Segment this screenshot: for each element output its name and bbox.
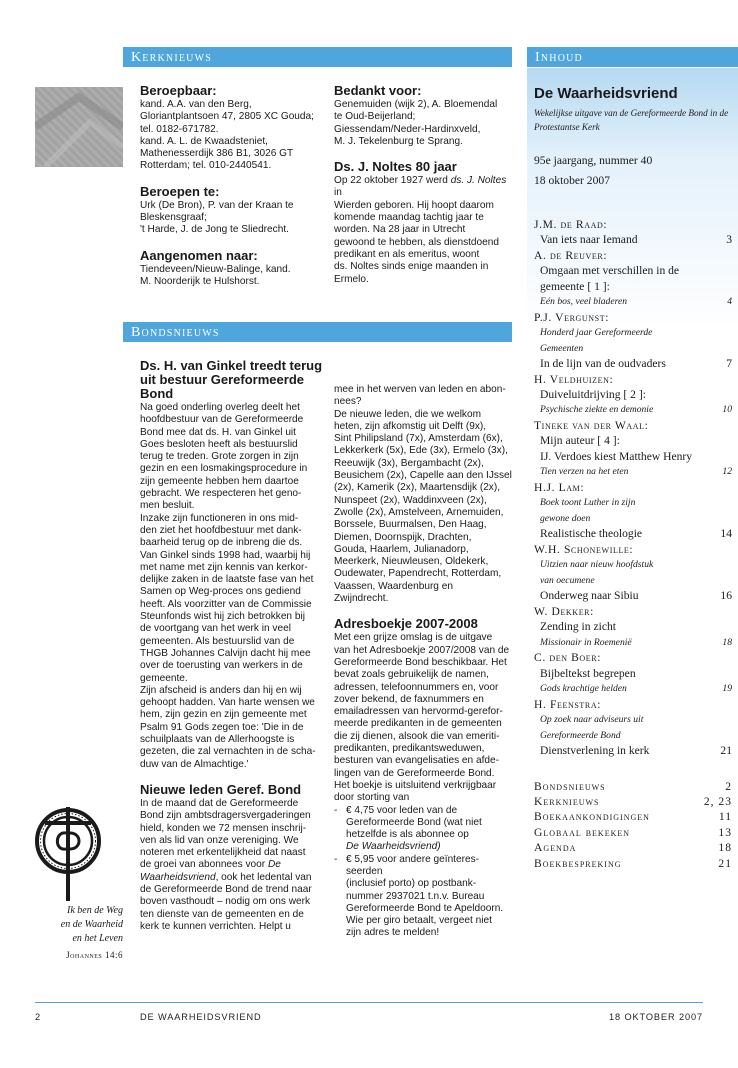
beroepen-heading: Beroepen te: [140, 183, 220, 199]
table-of-contents [534, 217, 732, 871]
ginkel-line: THGB Johannes Calvijn dacht hij mee [140, 647, 311, 659]
toc-article-text: In de lijn van de oudvaders [540, 357, 666, 371]
toc-page-number: 4 [727, 296, 732, 308]
noltes-line: Wierden geboren. Hij hoopt daarom [334, 199, 494, 211]
toc-author [534, 310, 732, 325]
toc-article-text: Zending in zicht [540, 620, 616, 634]
toc-subtitle-text: Op zoek naar adviseurs uit [540, 714, 644, 726]
leden-magazine: De [267, 859, 281, 871]
leden-cont-line: Vaassen, Waardenburg en [334, 580, 453, 592]
beroepbaar-line: kand. A. L. de Kwaadsteniet, [140, 135, 268, 147]
adres-line: door storting van [334, 792, 410, 804]
ginkel-line: men besluit. [140, 500, 195, 512]
toc-subtitle [534, 681, 732, 697]
ginkel-line: de voortgang van het werk in veel [140, 623, 291, 635]
toc-subtitle-text: Eén bos, veel bladeren [540, 296, 628, 308]
toc-subtitle [534, 557, 732, 573]
bedankt-line: Genemuiden (wijk 2), A. Bloemendal [334, 99, 498, 110]
gereformeerde-bond-logo [35, 805, 101, 904]
noltes-line: Ermelo. [334, 273, 369, 285]
leden-cont-line: mee in het werven van leden en abon- [334, 384, 506, 395]
toc-author-text: W.H. Schonewille: [534, 542, 634, 556]
kerknieuws-column-1 [140, 84, 325, 288]
noltes-text: in [334, 187, 342, 199]
quote-reference: Johannes 14:6 [66, 950, 123, 960]
toc-subtitle-text: Psychische ziekte en demonie [540, 404, 654, 416]
toc-article [534, 263, 732, 278]
leden-line: hield, konden we 72 mensen inschrij- [140, 822, 307, 834]
section-title-kerknieuws: Kerknieuws [131, 50, 212, 65]
section-bar-inhoud [527, 47, 738, 67]
leden-cont-line: Beusichem (2x), Capelle aan den IJssel [334, 470, 512, 482]
leden-cont-line: Nunspeet (2x), Waddinxveen (2x), [334, 494, 487, 506]
portrait-photo [35, 87, 123, 167]
leden-cont-line: Sint Philipsland (7x), Amsterdam (6x), [334, 433, 503, 445]
toc-subtitle [534, 495, 732, 511]
noltes-line: gewoond te hebben, als dienstdoend [334, 236, 499, 248]
toc-page-number: 10 [722, 404, 732, 416]
toc-page-number: 7 [726, 357, 732, 371]
ginkel-line: gemeente. [140, 672, 188, 684]
ginkel-line: heeft. Als voorzitter van de Commissie [140, 598, 312, 610]
magazine-title: De Waarheidsvriend [534, 85, 678, 102]
toc-author-text: P.J. Vergunst: [534, 310, 610, 324]
leden-magazine: Waarheidsvriend [140, 871, 216, 883]
toc-article [534, 433, 732, 448]
toc-subtitle [534, 511, 732, 527]
quote-line: Ik ben de Weg [67, 905, 123, 916]
toc-page-number: 18 [722, 636, 732, 648]
ginkel-line: den ziet het hoofdbestuur met dank- [140, 524, 302, 536]
ginkel-body [140, 402, 325, 771]
toc-author [534, 697, 732, 712]
toc-subtitle [534, 402, 732, 418]
toc-author [534, 372, 732, 387]
bondsnieuws-column-2 [334, 384, 516, 940]
bullet-line: Gereformeerde Bond te Apeldoorn. [346, 902, 504, 914]
toc-author [534, 418, 732, 433]
beroepen-line: Urk (De Bron), P. van der Kraan te [140, 199, 294, 211]
toc-page-number: 12 [722, 466, 732, 478]
adresboekje-heading: Adresboekje 2007-2008 [334, 616, 478, 632]
toc-subtitle-text: Honderd jaar Gereformeerde [540, 327, 653, 339]
noltes-name: ds. J. Noltes [450, 175, 507, 187]
toc-page-number: 2 [725, 779, 732, 793]
aangenomen-heading: Aangenomen naar: [140, 247, 258, 263]
leden-line: de Gereformeerde Bond de trend naar [140, 883, 312, 895]
adres-line: besturen van evangelisaties en afde- [334, 755, 499, 767]
toc-article [534, 232, 732, 247]
adres-line: bevat zoals gebruikelijk de namen, [334, 669, 489, 681]
toc-subtitle-text: Gemeenten [540, 342, 584, 354]
toc-section [534, 825, 732, 840]
toc-article-text: Bijbeltekst begrepen [540, 666, 636, 680]
ginkel-line: Bond mee dat ds. H. van Ginkel uit [140, 426, 296, 438]
toc-subtitle [534, 573, 732, 589]
toc-article-text: IJ. Verdoes kiest Matthew Henry [540, 449, 693, 463]
toc-section [534, 840, 732, 855]
ginkel-line: gemeenten. Als bestuurslid van de [140, 635, 295, 647]
toc-subtitle [534, 712, 732, 728]
toc-subtitle-text: Tien verzen na het eten [540, 466, 629, 478]
toc-article [534, 356, 732, 371]
toc-author [534, 650, 732, 665]
inhoud-sidebar [527, 68, 738, 908]
edition-volume: 95e jaargang, nummer 40 [534, 154, 653, 167]
ginkel-line: baarheid terug op de inbreng die ds. [140, 537, 303, 549]
bullet-line: nummer 2937021 t.n.v. Bureau [346, 890, 485, 902]
noltes-line: worden. Na 28 jaar in Utrecht [334, 224, 466, 236]
noltes-line: komende maandag tachtig jaar te [334, 212, 484, 224]
footer-magazine: DE WAARHEIDSVRIEND [140, 1012, 262, 1022]
toc-author [534, 480, 732, 495]
toc-subtitle-text: Gereformeerde Bond [540, 729, 621, 741]
adres-line: Gereformeerde Bond beschikbaar. Het [334, 656, 507, 668]
leden-cont-line: heten, zijn afkomstig uit Delft (9x), [334, 420, 487, 432]
toc-subtitle [534, 635, 732, 651]
toc-article-text: Realistische theologie [540, 527, 643, 541]
toc-page-number: 16 [720, 589, 732, 603]
toc-article [534, 588, 732, 603]
bedankt-line: te Oud-Beijerland; [334, 111, 416, 123]
toc-section-text: Boekaankondigingen [534, 810, 650, 824]
bullet-line: Wie per giro betaalt, vergeet niet [346, 915, 492, 927]
ginkel-line: gezin en een losmakingsprocedure in [140, 463, 308, 475]
toc-article [534, 279, 732, 294]
adres-line: meerde predikanten in de gemeenten [334, 718, 502, 730]
leden-cont-line: Diemen, Doornspijk, Drachten, [334, 531, 472, 543]
aangenomen-line: M. Noorderijk te Hulshorst. [140, 275, 260, 287]
leden-line [140, 859, 325, 871]
toc-article [534, 387, 732, 402]
toc-page-number: 21 [720, 744, 732, 758]
bondsnieuws-column-1 [140, 359, 325, 933]
toc-subtitle [534, 325, 732, 341]
ginkel-line: Inzake zijn functioneren in ons mid- [140, 512, 299, 524]
ginkel-line: gehoopt hadden. Van harte wensen we [140, 697, 315, 709]
leden-cont-line: Gouda, Haarlem, Julianadorp, [334, 543, 469, 555]
ginkel-line: met name met zijn kennis van kerkor- [140, 561, 308, 573]
toc-article-text: Duiveluitdrijving [ 2 ]: [540, 388, 646, 402]
ginkel-line: Steunfonds wist hij zich betrokken bij [140, 611, 305, 623]
beroepen-line: 't Harde, J. de Jong te Sliedrecht. [140, 224, 289, 236]
leden-line: noteren met erkentelijkheid dat naast [140, 847, 306, 859]
beroepbaar-line: kand. A.A. van den Berg, [140, 99, 252, 110]
ginkel-line: Goes besloten heeft als bestuurslid [140, 438, 298, 450]
toc-page-number: 19 [722, 683, 732, 695]
leden-cont-line: nees? [334, 396, 362, 408]
bullet-line: seerden [346, 865, 383, 877]
toc-subtitle-text: Gods krachtige helden [540, 683, 627, 695]
bedankt-heading: Bedankt voor: [334, 83, 422, 98]
toc-author-text: W. Dekker: [534, 604, 594, 618]
toc-author-text: Tineke van der Waal: [534, 419, 649, 433]
quote-line: en de Waarheid [60, 919, 123, 930]
toc-page-number: 14 [720, 527, 732, 541]
ginkel-line: schuilplaats van de Allerhoogste is [140, 734, 295, 746]
leden-line: ven als lid van onze vereniging. We [140, 834, 299, 846]
toc-author-text: A. de Reuver: [534, 248, 608, 262]
bullet-line: € 5,95 voor andere geïnteres- [346, 853, 479, 865]
leden-line: ten dienste van de gemeenten en de [140, 908, 304, 920]
noltes-heading: Ds. J. Noltes 80 jaar [334, 159, 457, 175]
toc-page-number: 11 [718, 810, 732, 824]
noltes-line: ds. Noltes sinds enige maanden in [334, 261, 489, 273]
bedankt-line: Giessendam/Neder-Hardinxveld, [334, 123, 481, 135]
adres-line: Met een grijze omslag is de uitgave [334, 632, 493, 644]
footer-rule [35, 1002, 703, 1003]
edition-info [534, 151, 652, 190]
portrait-texture [35, 87, 123, 167]
toc-section [534, 809, 732, 824]
toc-article-text: gemeente [ 1 ]: [540, 279, 610, 293]
noltes-line: predikant en als emeritus, woont [334, 248, 480, 260]
toc-subtitle-text: van oecumene [540, 574, 595, 586]
ginkel-line: zijn gemeente hebben hem daartoe [140, 475, 299, 487]
leden-cont-line: Zwolle (2x), Amstelveen, Arnemuiden, [334, 506, 504, 518]
toc-article-text: Dienstverlening in kerk [540, 744, 650, 758]
ginkel-line: over de toerusting van werkers in de [140, 660, 303, 672]
toc-subtitle [534, 464, 732, 480]
bullet-line: hetzelfde is als abonnee op [346, 829, 469, 841]
price-bullet-members [334, 805, 516, 854]
toc-section-text: Boekbespreking [534, 856, 622, 870]
toc-section-text: Bondsnieuws [534, 779, 606, 793]
ginkel-line: Van Ginkel sinds 1998 had, waarbij hij [140, 549, 311, 561]
adres-line: van het Adresboekje 2007/2008 van de [334, 644, 510, 656]
bullet-line: € 4,75 voor leden van de [346, 804, 458, 816]
toc-section-text: Kerknieuws [534, 795, 600, 809]
bullet-dash: - [334, 804, 338, 816]
bullet-dash: - [334, 853, 338, 865]
leden-cont-line: Borssele, Buurmalsen, Den Haag, [334, 519, 487, 531]
toc-subtitle [534, 294, 732, 310]
ginkel-line: delijke zaken in de laatste fase van het [140, 574, 314, 586]
adres-line: lingen van de Gereformeerde Bond. [334, 767, 495, 779]
toc-author-text: H. Feenstra: [534, 697, 602, 711]
toc-author-text: J.M. de Raad: [534, 218, 608, 231]
toc-spacer [534, 759, 732, 779]
adres-line: Het boekje is uitsluitend verkrijgbaar [334, 779, 497, 791]
toc-page-number: 3 [726, 233, 732, 247]
toc-author [534, 604, 732, 619]
section-bar-bondsnieuws [123, 322, 512, 342]
bullet-line: Gereformeerde Bond (wat niet [346, 816, 482, 828]
toc-section [534, 856, 732, 871]
leden-line: kerk te kunnen verrichten. Helpt u [140, 920, 291, 932]
beroepbaar-line: Rotterdam; tel. 010-2440541. [140, 160, 272, 172]
toc-article [534, 449, 732, 464]
beroepbaar-line: tel. 0182-671782. [140, 123, 219, 135]
ginkel-line: Na goed onderling overleg deelt het [140, 402, 300, 413]
footer-date: 18 OKTOBER 2007 [608, 1012, 703, 1022]
bible-quote [35, 904, 123, 962]
leden-cont-line: De nieuwe leden, die we welkom [334, 408, 482, 420]
edition-date: 18 oktober 2007 [534, 173, 610, 187]
leden-line [140, 872, 325, 884]
toc-page-number: 2, 23 [703, 795, 732, 809]
adres-line: predikanten, predikantsweduwen, [334, 743, 485, 755]
ginkel-line: Samen op Weg-proces ons gediend [140, 586, 301, 598]
ginkel-line: terug te treden. Grote zorgen in zijn [140, 451, 299, 463]
beroepbaar-line: Mathenesserdijk 386 B1, 3026 GT [140, 148, 294, 160]
leden-line: boven vasthoudt – nodig om ons werk [140, 896, 311, 908]
ginkel-line: duw van de Almachtige.' [140, 758, 249, 770]
beroepbaar-heading: Beroepbaar: [140, 83, 217, 98]
ginkel-line: hoofdbestuur van de Gereformeerde [140, 414, 304, 426]
ginkel-line: Zijn afscheid is anders dan hij en wij [140, 684, 302, 696]
ginkel-heading: Ds. H. van Ginkel treedt terug uit bestuur Gereformeerde Bond [140, 358, 323, 401]
leden-line: In de maand dat de Gereformeerde [140, 797, 299, 809]
ginkel-line: gezeten, die zal vernachten in de scha- [140, 746, 316, 758]
toc-article [534, 619, 732, 634]
bedankt-line: M. J. Tekelenburg te Sprang. [334, 135, 463, 147]
ginkel-line: Psalm 91 Gods zegen toe: 'Die in de [140, 721, 304, 733]
toc-author-text: H. Veldhuizen: [534, 372, 614, 386]
toc-article [534, 666, 732, 681]
toc-section-text: Agenda [534, 841, 577, 855]
adres-line: die zij dienen, alsook die van emeriti- [334, 730, 500, 742]
toc-section [534, 794, 732, 809]
quote-line: en het Leven [72, 933, 123, 944]
leden-line: Bond zijn ambtsdragersvergaderingen [140, 810, 311, 822]
noltes-text: Op 22 oktober 1927 werd [334, 175, 451, 187]
leden-text: , ook het ledental van [215, 871, 312, 883]
aangenomen-line: Tiendeveen/Nieuw-Balinge, kand. [140, 263, 291, 275]
toc-page-number: 21 [718, 856, 732, 870]
toc-subtitle [534, 728, 732, 744]
bullet-line: De Waarheidsvriend) [346, 841, 441, 853]
toc-page-number: 13 [718, 825, 732, 839]
ginkel-line: hem, zijn gezin en zijn gemeente met [140, 709, 307, 721]
leden-heading: Nieuwe leden Geref. Bond [140, 781, 302, 797]
toc-author [534, 248, 732, 263]
toc-article-text: Mijn auteur [ 4 ]: [540, 434, 620, 448]
adres-line: emailadressen van hervormd-gerefor- [334, 706, 503, 718]
toc-author-text: C. den Boer: [534, 651, 602, 665]
section-bar-kerknieuws [123, 47, 512, 67]
section-title-inhoud: Inhoud [535, 50, 583, 65]
toc-article [534, 526, 732, 541]
leden-text: de groei van abonnees voor [140, 859, 268, 871]
noltes-line [334, 175, 514, 200]
toc-subtitle-text: Uitzien naar nieuw hoofdstuk [540, 559, 654, 571]
toc-section-text: Globaal bekeken [534, 825, 631, 839]
ginkel-line: gebracht. We respecteren het geno- [140, 488, 302, 500]
bullet-line: zijn adres te melden! [346, 927, 440, 939]
leden-cont-line: Zwijndrecht. [334, 593, 389, 605]
adres-line: adressen, telefoonnummers en, voor [334, 681, 499, 693]
toc-subtitle-text: gewone doen [540, 512, 591, 524]
footer-page-number: 2 [35, 1012, 42, 1022]
section-title-bondsnieuws: Bondsnieuws [131, 325, 220, 340]
beroepbaar-line: Gloriantplantsoen 47, 2805 XC Gouda; [140, 111, 314, 123]
toc-article-text: Onderweg naar Sibiu [540, 589, 639, 603]
toc-article [534, 743, 732, 758]
leden-cont-line: Oudewater, Papendrecht, Rotterdam, [334, 568, 502, 580]
kerknieuws-column-2 [334, 84, 514, 286]
beroepen-line: Bleskensgraaf; [140, 212, 207, 224]
adres-line: zover bekend, de faxnummers en [334, 693, 484, 705]
toc-section [534, 779, 732, 794]
leden-cont-line: Meerkerk, Nieuwleusen, Oldekerk, [334, 556, 489, 568]
toc-subtitle-text: Boek toont Luther in zijn [540, 497, 636, 509]
toc-article-text: Omgaan met verschillen in de [540, 264, 680, 278]
toc-author [534, 217, 732, 232]
price-bullet-others [334, 854, 516, 940]
toc-page-number: 18 [718, 841, 732, 855]
toc-article-text: Van iets naar Iemand [540, 233, 638, 247]
toc-subtitle [534, 341, 732, 357]
leden-cont-line: Reeuwijk (3x), Bergambacht (2x), [334, 457, 484, 469]
toc-author-text: H.J. Lam: [534, 480, 585, 494]
leden-cont-line: Lekkerkerk (5x), Ede (3x), Ermelo (3x), [334, 445, 508, 457]
leden-cont-line: (2x), Kamerik (2x), Maartensdijk (2x), [334, 482, 501, 494]
bullet-line: (inclusief porto) op postbank- [346, 878, 477, 890]
magazine-subtitle: Wekelijkse uitgave van de Gereformeerde Bond in de Protestantse Kerk [534, 108, 729, 132]
toc-author [534, 542, 732, 557]
toc-subtitle-text: Missionair in Roemenië [540, 636, 632, 648]
